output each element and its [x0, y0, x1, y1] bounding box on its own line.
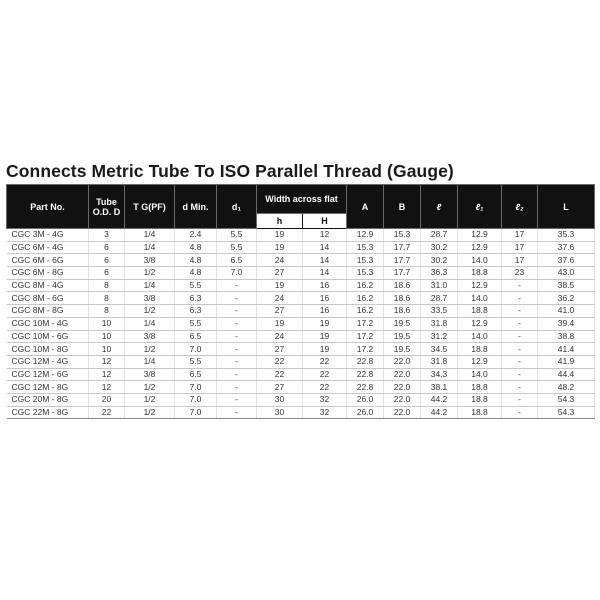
cell-tube-od: 22 [89, 406, 125, 419]
cell-d1: 7.0 [217, 267, 257, 280]
cell-a: 22.8 [347, 355, 384, 368]
table-row [7, 241, 595, 254]
cell-l: 31.8 [421, 355, 458, 368]
col-header-b: B [384, 185, 421, 229]
cell-tube-od: 12 [89, 368, 125, 381]
table-row [7, 279, 595, 292]
cell-tube-od: 6 [89, 241, 125, 254]
cell-t: 1/4 [125, 355, 175, 368]
cell-b: 22.0 [384, 381, 421, 394]
cell-big-l: 38.8 [538, 330, 595, 343]
cell-l2: 17 [502, 229, 538, 242]
cell-part-no: CGC 10M - 4G [7, 317, 89, 330]
cell-part-no: CGC 8M - 4G [7, 279, 89, 292]
cell-l2: 17 [502, 254, 538, 267]
cell-a: 16.2 [347, 279, 384, 292]
cell-d1: - [217, 343, 257, 356]
cell-tube-od: 8 [89, 279, 125, 292]
cell-big-l: 41.9 [538, 355, 595, 368]
cell-d1: - [217, 368, 257, 381]
cell-l1: 18.8 [458, 406, 502, 419]
table-row [7, 406, 595, 419]
cell-b: 22.0 [384, 393, 421, 406]
cell-d1: - [217, 330, 257, 343]
cell-h: 24 [257, 254, 303, 267]
cell-h: 24 [257, 330, 303, 343]
cell-h: 27 [257, 343, 303, 356]
cell-b: 18.6 [384, 292, 421, 305]
cell-a: 16.2 [347, 305, 384, 318]
cell-big-l: 41.4 [538, 343, 595, 356]
table-row [7, 381, 595, 394]
col-header-l1: ℓ₁ [458, 185, 502, 229]
cell-t: 1/2 [125, 381, 175, 394]
cell-d1: - [217, 406, 257, 419]
cell-l: 38.1 [421, 381, 458, 394]
cell-tube-od: 12 [89, 381, 125, 394]
cell-big-h: 19 [303, 317, 347, 330]
cell-t: 1/4 [125, 229, 175, 242]
cell-l: 34.5 [421, 343, 458, 356]
cell-big-l: 48.2 [538, 381, 595, 394]
cell-a: 15.3 [347, 267, 384, 280]
cell-h: 24 [257, 292, 303, 305]
cell-l1: 14.0 [458, 292, 502, 305]
cell-a: 22.8 [347, 381, 384, 394]
cell-l1: 18.8 [458, 393, 502, 406]
cell-l1: 14.0 [458, 368, 502, 381]
cell-big-h: 22 [303, 368, 347, 381]
col-header-t: T G(PF) [125, 185, 175, 229]
cell-big-l: 35.3 [538, 229, 595, 242]
table-row [7, 229, 595, 242]
cell-b: 22.0 [384, 368, 421, 381]
cell-t: 3/8 [125, 292, 175, 305]
cell-t: 1/2 [125, 343, 175, 356]
cell-h: 19 [257, 241, 303, 254]
cell-big-l: 44.4 [538, 368, 595, 381]
col-header-big-l: L [538, 185, 595, 229]
cell-big-h: 14 [303, 267, 347, 280]
cell-big-h: 14 [303, 241, 347, 254]
cell-part-no: CGC 10M - 8G [7, 343, 89, 356]
cell-h: 27 [257, 305, 303, 318]
cell-part-no: CGC 12M - 8G [7, 381, 89, 394]
cell-l2: - [502, 279, 538, 292]
cell-tube-od: 8 [89, 305, 125, 318]
cell-part-no: CGC 3M - 4G [7, 229, 89, 242]
table-body [7, 229, 595, 419]
cell-l1: 18.8 [458, 343, 502, 356]
cell-b: 19.5 [384, 330, 421, 343]
cell-d: 7.0 [175, 393, 217, 406]
cell-big-h: 32 [303, 393, 347, 406]
cell-b: 17.7 [384, 254, 421, 267]
cell-l: 31.8 [421, 317, 458, 330]
cell-d: 6.5 [175, 330, 217, 343]
cell-part-no: CGC 8M - 6G [7, 292, 89, 305]
cell-b: 22.0 [384, 406, 421, 419]
cell-big-h: 19 [303, 343, 347, 356]
cell-big-l: 54.3 [538, 393, 595, 406]
cell-t: 3/8 [125, 330, 175, 343]
cell-big-l: 36.2 [538, 292, 595, 305]
cell-l: 34.3 [421, 368, 458, 381]
cell-a: 15.3 [347, 241, 384, 254]
col-header-d1: d₁ [217, 185, 257, 229]
cell-b: 19.5 [384, 317, 421, 330]
cell-b: 22.0 [384, 355, 421, 368]
table-row [7, 393, 595, 406]
cell-t: 1/4 [125, 279, 175, 292]
cell-d1: 5.5 [217, 229, 257, 242]
cell-tube-od: 20 [89, 393, 125, 406]
col-header-big-h: H [303, 214, 347, 229]
cell-d1: - [217, 393, 257, 406]
cell-d1: - [217, 355, 257, 368]
cell-b: 18.6 [384, 279, 421, 292]
cell-d: 7.0 [175, 406, 217, 419]
cell-l2: - [502, 393, 538, 406]
cell-l: 31.2 [421, 330, 458, 343]
cell-h: 22 [257, 355, 303, 368]
cell-part-no: CGC 12M - 4G [7, 355, 89, 368]
cell-a: 22.8 [347, 368, 384, 381]
col-header-l: ℓ [421, 185, 458, 229]
cell-l2: - [502, 406, 538, 419]
cell-part-no: CGC 6M - 4G [7, 241, 89, 254]
cell-l2: - [502, 343, 538, 356]
cell-d: 4.8 [175, 241, 217, 254]
cell-l: 30.2 [421, 241, 458, 254]
cell-h: 19 [257, 279, 303, 292]
cell-d1: - [217, 292, 257, 305]
cell-d1: 6.5 [217, 254, 257, 267]
cell-big-h: 19 [303, 330, 347, 343]
cell-d1: - [217, 305, 257, 318]
cell-tube-od: 10 [89, 343, 125, 356]
cell-h: 22 [257, 368, 303, 381]
cell-big-l: 43.0 [538, 267, 595, 280]
cell-h: 19 [257, 317, 303, 330]
cell-t: 1/4 [125, 241, 175, 254]
table-row [7, 305, 595, 318]
cell-l2: 17 [502, 241, 538, 254]
cell-l1: 14.0 [458, 254, 502, 267]
cell-l1: 12.9 [458, 241, 502, 254]
col-header-tube-od-label: Tube O.D. D [92, 196, 121, 217]
cell-l: 44.2 [421, 393, 458, 406]
cell-b: 19.5 [384, 343, 421, 356]
cell-tube-od: 10 [89, 330, 125, 343]
cell-d: 5.5 [175, 279, 217, 292]
cell-l1: 18.8 [458, 267, 502, 280]
cell-l2: - [502, 305, 538, 318]
cell-tube-od: 3 [89, 229, 125, 242]
col-header-width-across-flat: Width across flat [257, 185, 347, 214]
cell-h: 19 [257, 229, 303, 242]
cell-d: 6.3 [175, 292, 217, 305]
cell-d: 7.0 [175, 343, 217, 356]
cell-part-no: CGC 22M - 8G [7, 406, 89, 419]
table-row [7, 292, 595, 305]
cell-h: 30 [257, 406, 303, 419]
cell-big-l: 37.6 [538, 241, 595, 254]
cell-a: 17.2 [347, 343, 384, 356]
cell-b: 17.7 [384, 267, 421, 280]
cell-a: 16.2 [347, 292, 384, 305]
cell-big-h: 16 [303, 292, 347, 305]
cell-l: 31.0 [421, 279, 458, 292]
col-header-d: d Min. [175, 185, 217, 229]
cell-a: 26.0 [347, 406, 384, 419]
cell-l2: - [502, 381, 538, 394]
cell-a: 17.2 [347, 317, 384, 330]
cell-l: 44.2 [421, 406, 458, 419]
page-title: Connects Metric Tube To ISO Parallel Thread (Gauge) [6, 161, 454, 181]
cell-l2: - [502, 368, 538, 381]
cell-t: 3/8 [125, 254, 175, 267]
cell-b: 15.3 [384, 229, 421, 242]
table-row [7, 368, 595, 381]
cell-big-h: 12 [303, 229, 347, 242]
cell-big-l: 38.5 [538, 279, 595, 292]
cell-a: 17.2 [347, 330, 384, 343]
cell-t: 1/2 [125, 267, 175, 280]
col-header-l2: ℓ₂ [502, 185, 538, 229]
cell-d: 5.5 [175, 317, 217, 330]
table-row [7, 330, 595, 343]
cell-l: 33.5 [421, 305, 458, 318]
cell-l: 28.7 [421, 229, 458, 242]
cell-l1: 12.9 [458, 229, 502, 242]
cell-part-no: CGC 20M - 8G [7, 393, 89, 406]
cell-h: 27 [257, 381, 303, 394]
cell-part-no: CGC 8M - 8G [7, 305, 89, 318]
table-row [7, 355, 595, 368]
cell-big-l: 37.6 [538, 254, 595, 267]
cell-part-no: CGC 6M - 6G [7, 254, 89, 267]
cell-l: 28.7 [421, 292, 458, 305]
cell-l: 30.2 [421, 254, 458, 267]
cell-d1: - [217, 317, 257, 330]
cell-big-l: 39.4 [538, 317, 595, 330]
cell-d: 4.8 [175, 254, 217, 267]
cell-t: 1/2 [125, 393, 175, 406]
cell-h: 27 [257, 267, 303, 280]
spec-table [6, 184, 595, 419]
cell-l1: 12.9 [458, 355, 502, 368]
cell-d: 5.5 [175, 355, 217, 368]
cell-t: 1/4 [125, 317, 175, 330]
col-header-part-no: Part No. [7, 185, 89, 229]
cell-l1: 18.8 [458, 305, 502, 318]
cell-tube-od: 12 [89, 355, 125, 368]
cell-l2: - [502, 292, 538, 305]
cell-part-no: CGC 12M - 6G [7, 368, 89, 381]
cell-big-h: 22 [303, 381, 347, 394]
cell-b: 18.6 [384, 305, 421, 318]
table-row [7, 267, 595, 280]
col-header-h: h [257, 214, 303, 229]
cell-tube-od: 6 [89, 267, 125, 280]
cell-big-h: 32 [303, 406, 347, 419]
cell-big-h: 22 [303, 355, 347, 368]
cell-tube-od: 6 [89, 254, 125, 267]
cell-d1: 5.5 [217, 241, 257, 254]
cell-part-no: CGC 10M - 6G [7, 330, 89, 343]
cell-h: 30 [257, 393, 303, 406]
cell-a: 12.9 [347, 229, 384, 242]
cell-big-h: 14 [303, 254, 347, 267]
cell-t: 3/8 [125, 368, 175, 381]
cell-l1: 14.0 [458, 330, 502, 343]
table-row [7, 317, 595, 330]
cell-t: 1/2 [125, 305, 175, 318]
cell-d: 6.3 [175, 305, 217, 318]
cell-l1: 12.9 [458, 279, 502, 292]
cell-d1: - [217, 381, 257, 394]
cell-l1: 18.8 [458, 381, 502, 394]
cell-l: 36.3 [421, 267, 458, 280]
cell-d: 6.5 [175, 368, 217, 381]
cell-big-h: 16 [303, 279, 347, 292]
cell-part-no: CGC 6M - 8G [7, 267, 89, 280]
cell-tube-od: 10 [89, 317, 125, 330]
cell-d: 2.4 [175, 229, 217, 242]
cell-d1: - [217, 279, 257, 292]
cell-t: 1/2 [125, 406, 175, 419]
cell-l2: - [502, 330, 538, 343]
cell-d: 7.0 [175, 381, 217, 394]
table-row [7, 343, 595, 356]
cell-big-h: 16 [303, 305, 347, 318]
cell-a: 15.3 [347, 254, 384, 267]
cell-l2: - [502, 317, 538, 330]
cell-a: 26.0 [347, 393, 384, 406]
cell-big-l: 41.0 [538, 305, 595, 318]
table-row [7, 254, 595, 267]
col-header-tube-od [89, 185, 125, 229]
cell-l1: 12.9 [458, 317, 502, 330]
col-header-a: A [347, 185, 384, 229]
cell-tube-od: 8 [89, 292, 125, 305]
cell-l2: 23 [502, 267, 538, 280]
cell-l2: - [502, 355, 538, 368]
cell-d: 4.8 [175, 267, 217, 280]
table-header [7, 185, 595, 229]
cell-b: 17.7 [384, 241, 421, 254]
cell-big-l: 54.3 [538, 406, 595, 419]
